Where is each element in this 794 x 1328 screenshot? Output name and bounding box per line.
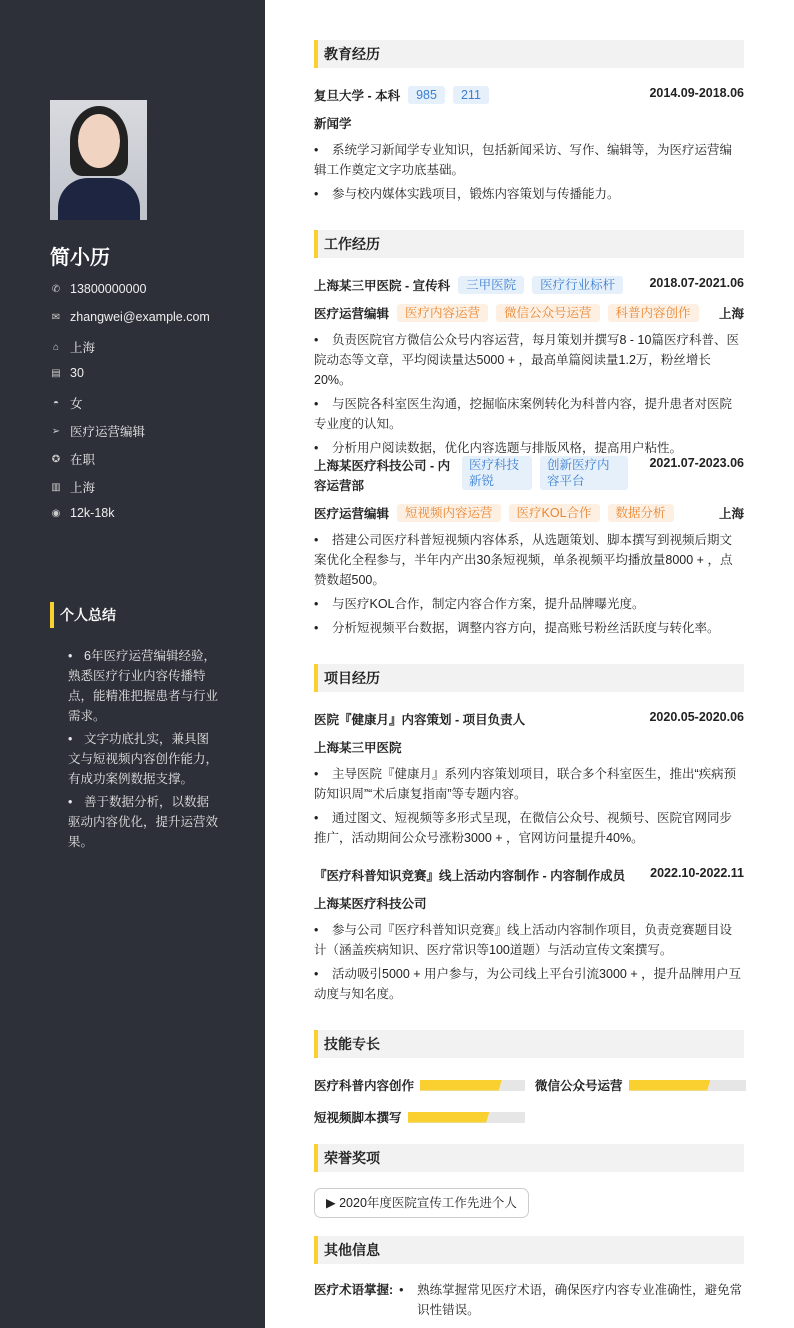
skill-bar (629, 1080, 746, 1091)
company: 上海某医疗科技公司 - 内容运营部 (314, 459, 451, 493)
list-item: • 与医疗KOL合作，制定内容合作方案，提升品牌曝光度。 (314, 594, 744, 614)
education-row (314, 86, 744, 104)
skill-item (314, 1108, 525, 1126)
project-row (314, 866, 744, 884)
project-row (314, 710, 744, 728)
sidebar (0, 0, 265, 1328)
info-email (50, 310, 210, 324)
date: 2018.07-2021.06 (649, 276, 744, 290)
summary-list (68, 646, 218, 855)
work-heading: 工作经历 (314, 230, 744, 258)
list-item: • 搭建公司医疗科普短视频内容体系，从选题策划、脚本撰写到视频后期文案优化全程参与，半年内产出30条短视频，单条视频平均播放量8000 + ，点赞数超500。 (314, 530, 744, 590)
project-name: 医院『健康月』内容策划 - 项目负责人 (314, 713, 526, 727)
summary-item: • 文字功底扎实，兼具图文与短视频内容创作能力，有成功案例数据支撑。 (68, 729, 218, 789)
org: 上海某医疗科技公司 (314, 897, 427, 911)
info-gender (50, 394, 83, 412)
skill-bar-fill (629, 1080, 711, 1091)
skill-bar (420, 1080, 525, 1091)
skill-tag: 医疗KOL合作 (509, 504, 600, 522)
org: 上海某三甲医院 (314, 741, 402, 755)
awards-heading: 荣誉奖项 (314, 1144, 744, 1172)
major (314, 114, 744, 132)
company: 上海某三甲医院 - 宣传科 (314, 279, 451, 293)
phone-text: 13800000000 (70, 282, 147, 296)
education-heading: 教育经历 (314, 40, 744, 68)
city-text: 上海 (70, 481, 96, 495)
tag: 医疗行业标杆 (532, 276, 623, 294)
skill-bar-fill (408, 1112, 490, 1123)
home-text: 上海 (70, 341, 96, 355)
info-phone (50, 282, 146, 296)
project-org (314, 894, 744, 912)
award-text: 2020年度医院宣传工作先进个人 (339, 1196, 517, 1210)
list-item: • 分析短视频平台数据，调整内容方向，提高账号粉丝活跃度与转化率。 (314, 618, 744, 638)
info-salary (50, 506, 114, 520)
skill-name: 医疗科普内容创作 (314, 1079, 415, 1093)
project-name: 『医疗科普知识竞赛』线上活动内容制作 - 内容制作成员 (314, 869, 626, 883)
position-text: 医疗运营编辑 (70, 425, 146, 439)
date: 2022.10-2022.11 (650, 866, 744, 880)
cake-icon: ▤ (51, 367, 61, 379)
summary-item: • 善于数据分析，以数据驱动内容优化，提升运营效果。 (68, 792, 218, 852)
skill-tag: 短视频内容运营 (397, 504, 501, 522)
age-text: 30 (70, 366, 84, 380)
summary-item: • 6年医疗运营编辑经验，熟悉医疗行业内容传播特点，能精准把握患者与行业需求。 (68, 646, 218, 726)
tag: 创新医疗内容平台 (540, 456, 628, 490)
job-list (314, 330, 744, 462)
date: 2014.09-2018.06 (649, 86, 744, 100)
major-text: 新闻学 (314, 117, 352, 131)
date: 2020.05-2020.06 (649, 710, 744, 724)
job-row (314, 456, 744, 496)
email-text: zhangwei@example.com (70, 310, 210, 324)
skill-bar-fill (420, 1080, 502, 1091)
home-icon: ⌂ (52, 341, 60, 353)
status-text: 在职 (70, 453, 96, 467)
phone-icon: ✆ (51, 283, 61, 295)
job-row (314, 276, 744, 294)
skills-heading: 技能专长 (314, 1030, 744, 1058)
salary-text: 12k-18k (70, 506, 115, 520)
gender-icon: ◓ (52, 397, 60, 409)
list-item: • 系统学习新闻学专业知识，包括新闻采访、写作、编辑等，为医疗运营编辑工作奠定文字功底基础。 (314, 140, 744, 180)
candidate-name: 简小历 (50, 247, 110, 269)
list-item: • 参与公司『医疗科普知识竞赛』线上活动内容制作项目，负责竞赛题目设计（涵盖疾病知识、医疗常识等100道题）与活动宣传文案撰写。 (314, 920, 744, 960)
school: 复旦大学 - 本科 (314, 89, 401, 103)
skill-tag: 微信公众号运营 (496, 304, 600, 322)
skill-item (535, 1076, 746, 1094)
skill-tag: 医疗内容运营 (397, 304, 488, 322)
skill-name: 微信公众号运营 (535, 1079, 623, 1093)
summary-heading: 个人总结 (50, 602, 116, 628)
status-icon: ✪ (51, 453, 61, 465)
tag: 985 (408, 86, 445, 104)
project-list (314, 920, 744, 1008)
skill-item (314, 1076, 525, 1094)
role: 医疗运营编辑 (314, 507, 390, 521)
list-item: • 与医院各科室医生沟通，挖掘临床案例转化为科普内容，提升患者对医院专业度的认知。 (314, 394, 744, 434)
triangle-right-icon: ▶ (326, 1196, 340, 1210)
tag: 三甲医院 (458, 276, 524, 294)
role-row (314, 504, 744, 522)
tag: 医疗科技新锐 (462, 456, 532, 490)
other-heading: 其他信息 (314, 1236, 744, 1264)
project-org (314, 738, 744, 756)
date: 2021.07-2023.06 (649, 456, 744, 470)
skill-name: 短视频脚本撰写 (314, 1111, 402, 1125)
info-city (50, 478, 95, 496)
list-item: • 分析用户阅读数据，优化内容选题与排版风格，提高用户粘性。 (314, 438, 744, 458)
other-list (399, 1280, 744, 1324)
info-position (50, 422, 145, 440)
money-icon: ◉ (51, 507, 61, 519)
skill-bar (408, 1112, 525, 1123)
list-item: • 参与校内媒体实践项目，锻炼内容策划与传播能力。 (314, 184, 744, 204)
award-item[interactable] (314, 1188, 529, 1218)
other-row (314, 1280, 744, 1324)
list-item: • 通过图文、短视频等多形式呈现，在微信公众号、视频号、医院官网同步推广，活动期间公众号涨粉3000 + ，官网访问量提升40%。 (314, 808, 744, 848)
mail-icon: ✉ (51, 311, 61, 323)
gender-text: 女 (70, 397, 83, 411)
city: 上海 (718, 507, 744, 521)
info-status (50, 450, 95, 468)
city: 上海 (718, 307, 744, 321)
projects-heading: 项目经历 (314, 664, 744, 692)
role: 医疗运营编辑 (314, 307, 390, 321)
list-item: • 负责医院官方微信公众号内容运营，每月策划并撰写8 - 10篇医疗科普、医院动态等文章，平均阅读量达5000 + ，最高单篇阅读量1.2万，粉丝增长20%。 (314, 330, 744, 390)
info-age (50, 366, 84, 380)
list-item: • 主导医院『健康月』系列内容策划项目，联合多个科室医生，推出“疾病预防知识周”“术后康复指南”等专题内容。 (314, 764, 744, 804)
role-row (314, 304, 744, 322)
list-item: • 活动吸引5000 + 用户参与，为公司线上平台引流3000 + ，提升品牌用户互动度与知名度。 (314, 964, 744, 1004)
send-icon: ➢ (51, 425, 61, 437)
building-icon: ▥ (51, 481, 61, 493)
job-list (314, 530, 744, 642)
tag: 211 (453, 86, 489, 104)
project-list (314, 764, 744, 852)
skill-tag: 科普内容创作 (608, 304, 699, 322)
education-list (314, 140, 744, 208)
list-item: • 熟练掌握常见医疗术语，确保医疗内容专业准确性，避免常识性错误。 (399, 1280, 744, 1320)
other-label: 医疗术语掌握: (314, 1283, 394, 1297)
info-home (50, 338, 95, 356)
avatar-photo (50, 100, 147, 220)
skill-tag: 数据分析 (608, 504, 674, 522)
